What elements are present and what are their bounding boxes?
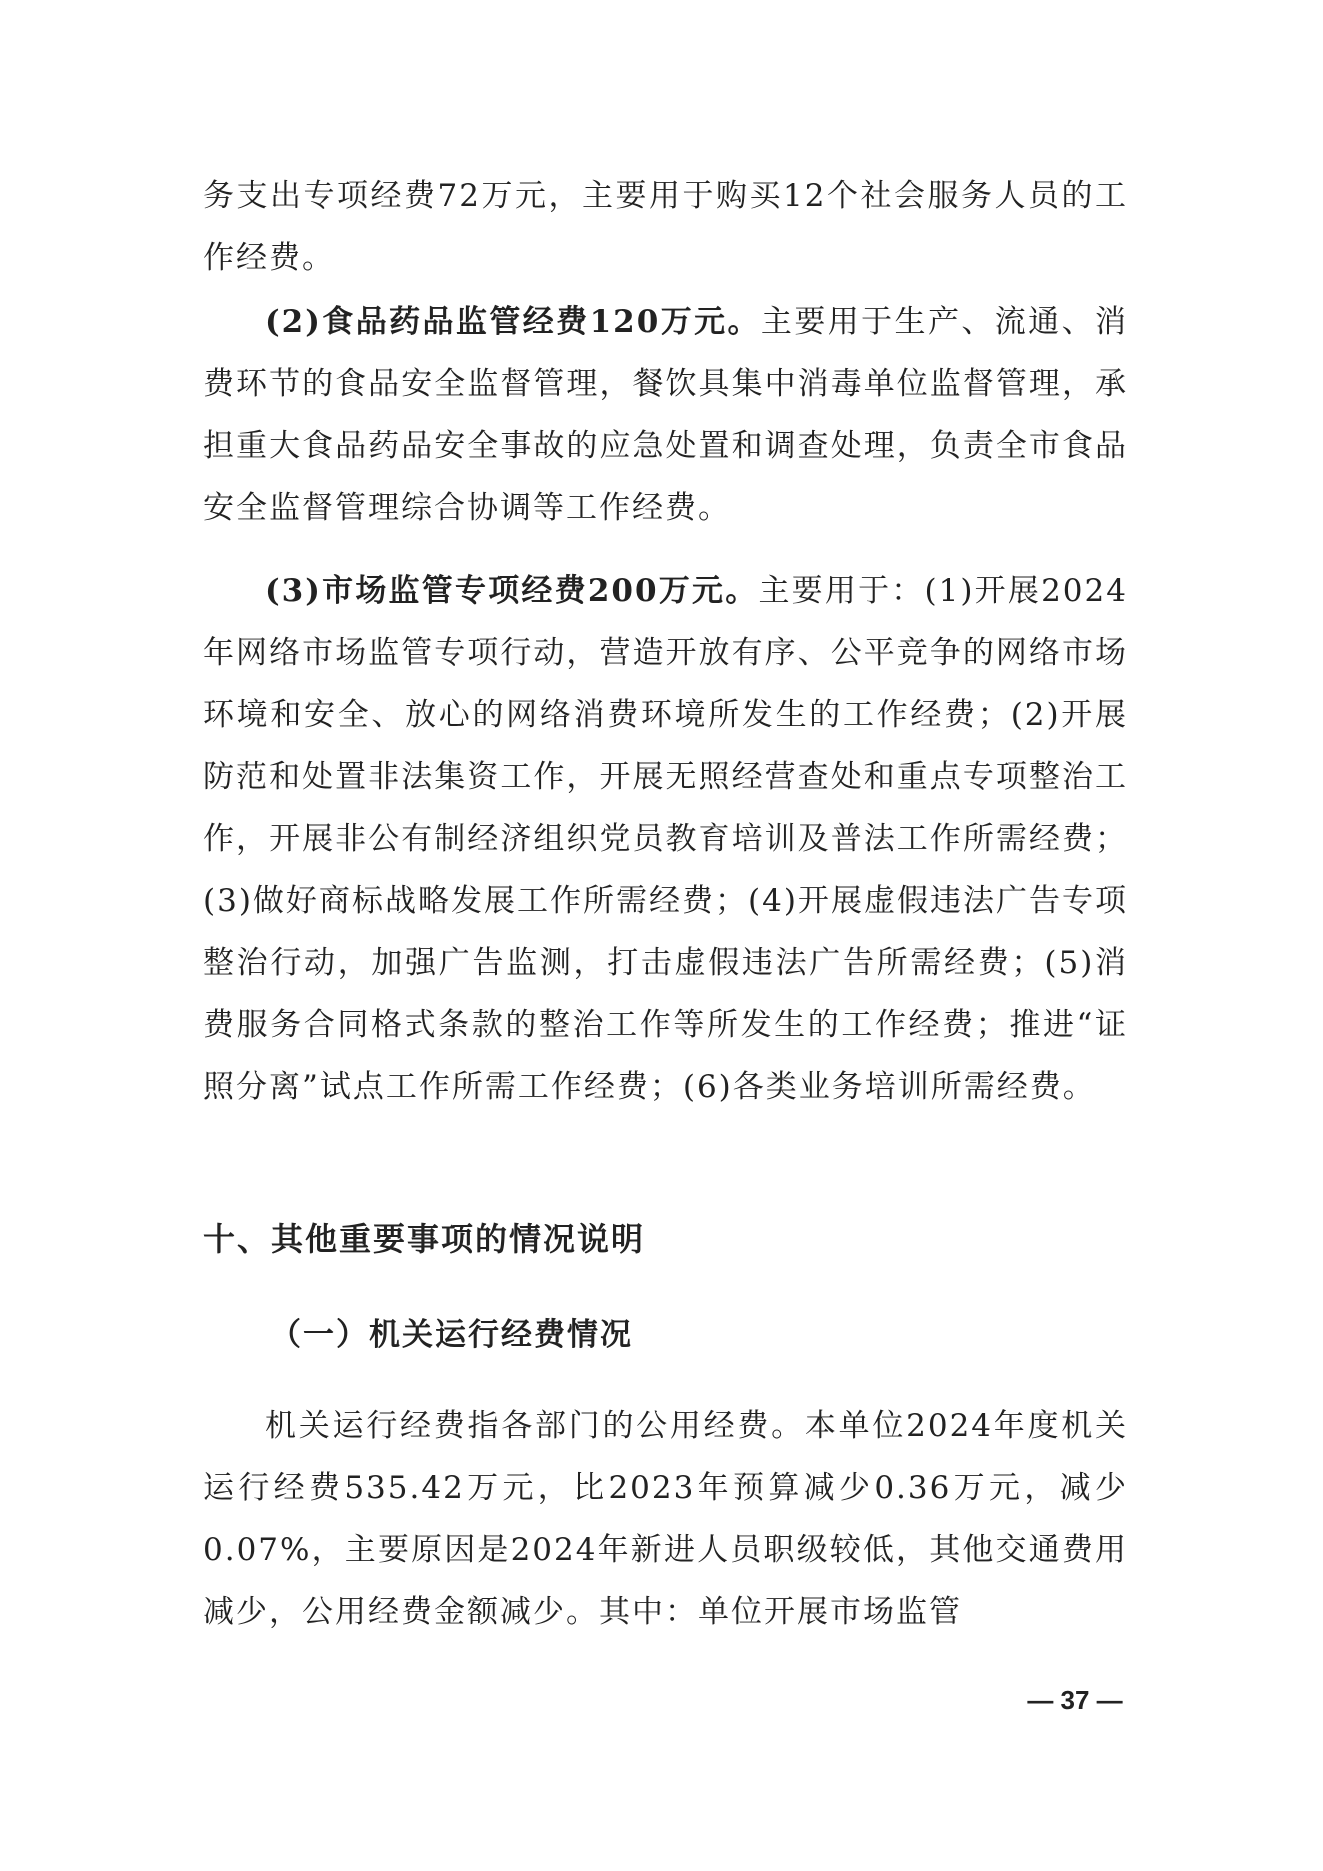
page-number: — 37 — (1027, 1685, 1123, 1715)
paragraph-lead-bold: (3)市场监管专项经费200万元。 (265, 573, 759, 609)
paragraph-food-drug-fund (203, 291, 1128, 539)
section-heading: 十、其他重要事项的情况说明 (203, 1220, 646, 1258)
paragraph-market-supervision-fund (203, 560, 1128, 1118)
paragraph-text: 机关运行经费指各部门的公用经费。本单位2024年度机关运行经费535.42万元，比2023年预算减少0.36万元，减少0.07%，主要原因是2024年新进人员职级较低，其他交通费用减少，公用经费金额减少。其中：单位开展市场监管 (203, 1408, 1128, 1630)
paragraph-operating-expenses (203, 1395, 1128, 1643)
paragraph-text: 务支出专项经费72万元，主要用于购买12个社会服务人员的工作经费。 (203, 178, 1128, 276)
paragraph-special-service-fund (203, 165, 1128, 289)
paragraph-text: 主要用于生产、流通、消费环节的食品安全监督管理，餐饮具集中消毒单位监督管理，承担重大食品药品安全事故的应急处置和调查处理，负责全市食品安全监督管理综合协调等工作经费。 (203, 304, 1128, 526)
subsection-heading: （一）机关运行经费情况 (270, 1317, 633, 1353)
paragraph-text: 主要用于：(1)开展2024年网络市场监管专项行动，营造开放有序、公平竞争的网络市场环境和安全、放心的网络消费环境所发生的工作经费；(2)开展防范和处置非法集资工作，开展无照经营查处和重点专项整治工作，开展非公有制经济组织党员教育培训及普法工作所需经费；(3)做好商标战略发展工作所需经费；(4)开展虚假违法广告专项整治行动，加强广告监测，打击虚假违法广告所需经费；(5)消费服务合同格式条款的整治工作等所发生的工作经费；推进“证照分离”试点工作所需工作经费；(6)各类业务培训所需经费。 (203, 573, 1128, 1105)
paragraph-lead-bold: (2)食品药品监管经费120万元。 (265, 304, 761, 340)
